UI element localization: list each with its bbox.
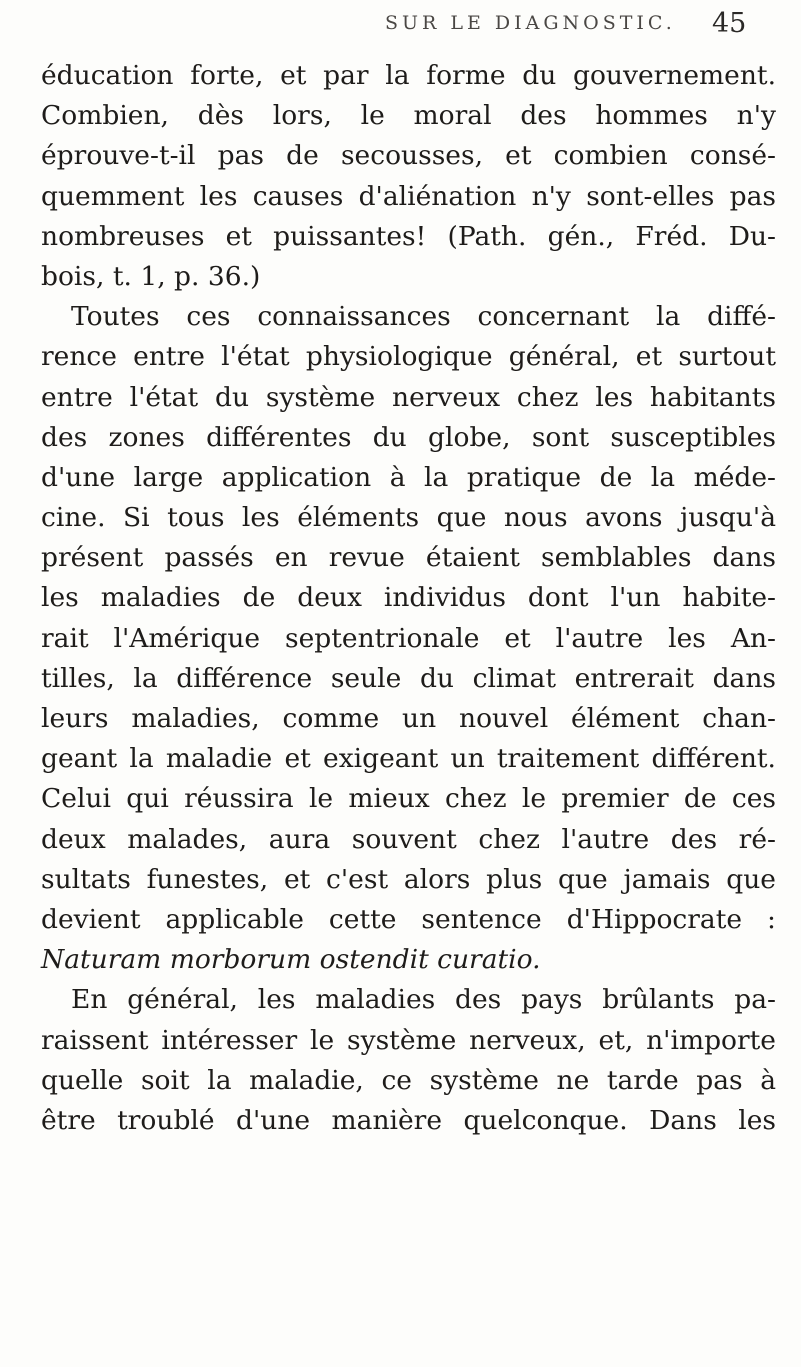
text-line: être troublé d'une manière quelconque. Dans les — [41, 1104, 776, 1136]
paragraph-1 — [41, 56, 776, 297]
text-line: leurs maladies, comme un nouvel élément chan- — [41, 703, 776, 734]
text-line: raissent intéresser le système nerveux, et, n'importe — [41, 1024, 776, 1056]
text-line: En général, les maladies des pays brûlants pa- — [71, 984, 776, 1016]
text-line: Celui qui réussira le mieux chez le premier de ces — [41, 783, 776, 815]
text-line: devient applicable cette sentence d'Hippocrate : — [41, 903, 776, 935]
text-line: Toutes ces connaissances concernant la diffé- — [71, 301, 776, 333]
text-line: cine. Si tous les éléments que nous avons jusqu'à — [41, 502, 776, 534]
text-line: Combien, dès lors, le moral des hommes n'y — [41, 100, 776, 132]
text-line: rait l'Amérique septentrionale et l'autre les An- — [41, 622, 776, 654]
page-number: 45 — [712, 8, 747, 39]
text-line: entre l'état du système nerveux chez les habitants — [41, 381, 776, 413]
paragraph-2 — [41, 297, 776, 980]
text-line: quemment les causes d'aliénation n'y sont-elles pas — [41, 180, 776, 212]
body-text — [41, 56, 776, 1141]
text-line: présent passés en revue étaient semblables dans — [41, 542, 776, 574]
text-line: éducation forte, et par la forme du gouvernement. — [41, 60, 776, 91]
text-line: des zones différentes du globe, sont susceptibles — [41, 421, 776, 453]
latin-quotation: Naturam morborum ostendit curatio. — [41, 944, 541, 976]
text-line: éprouve-t-il pas de secousses, et combien consé- — [41, 140, 776, 172]
text-line: bois, t. 1, p. 36.) — [41, 260, 261, 292]
text-line: quelle soit la maladie, ce système ne tarde pas à — [41, 1064, 776, 1096]
text-line: rence entre l'état physiologique général, et surtout — [41, 341, 776, 373]
text-line: nombreuses et puissantes! (Path. gén., Fréd. Du- — [41, 220, 776, 252]
text-line: geant la maladie et exigeant un traitement différent. — [41, 743, 776, 775]
running-head: SUR LE DIAGNOSTIC. — [385, 12, 676, 34]
text-line: sultats funestes, et c'est alors plus que jamais que — [41, 863, 776, 895]
text-line: deux malades, aura souvent chez l'autre des ré- — [41, 823, 776, 855]
text-line: les maladies de deux individus dont l'un habite- — [41, 582, 776, 614]
text-line: tilles, la différence seule du climat entrerait dans — [41, 662, 776, 694]
text-line: d'une large application à la pratique de la méde- — [41, 461, 776, 493]
paragraph-3 — [41, 980, 776, 1141]
